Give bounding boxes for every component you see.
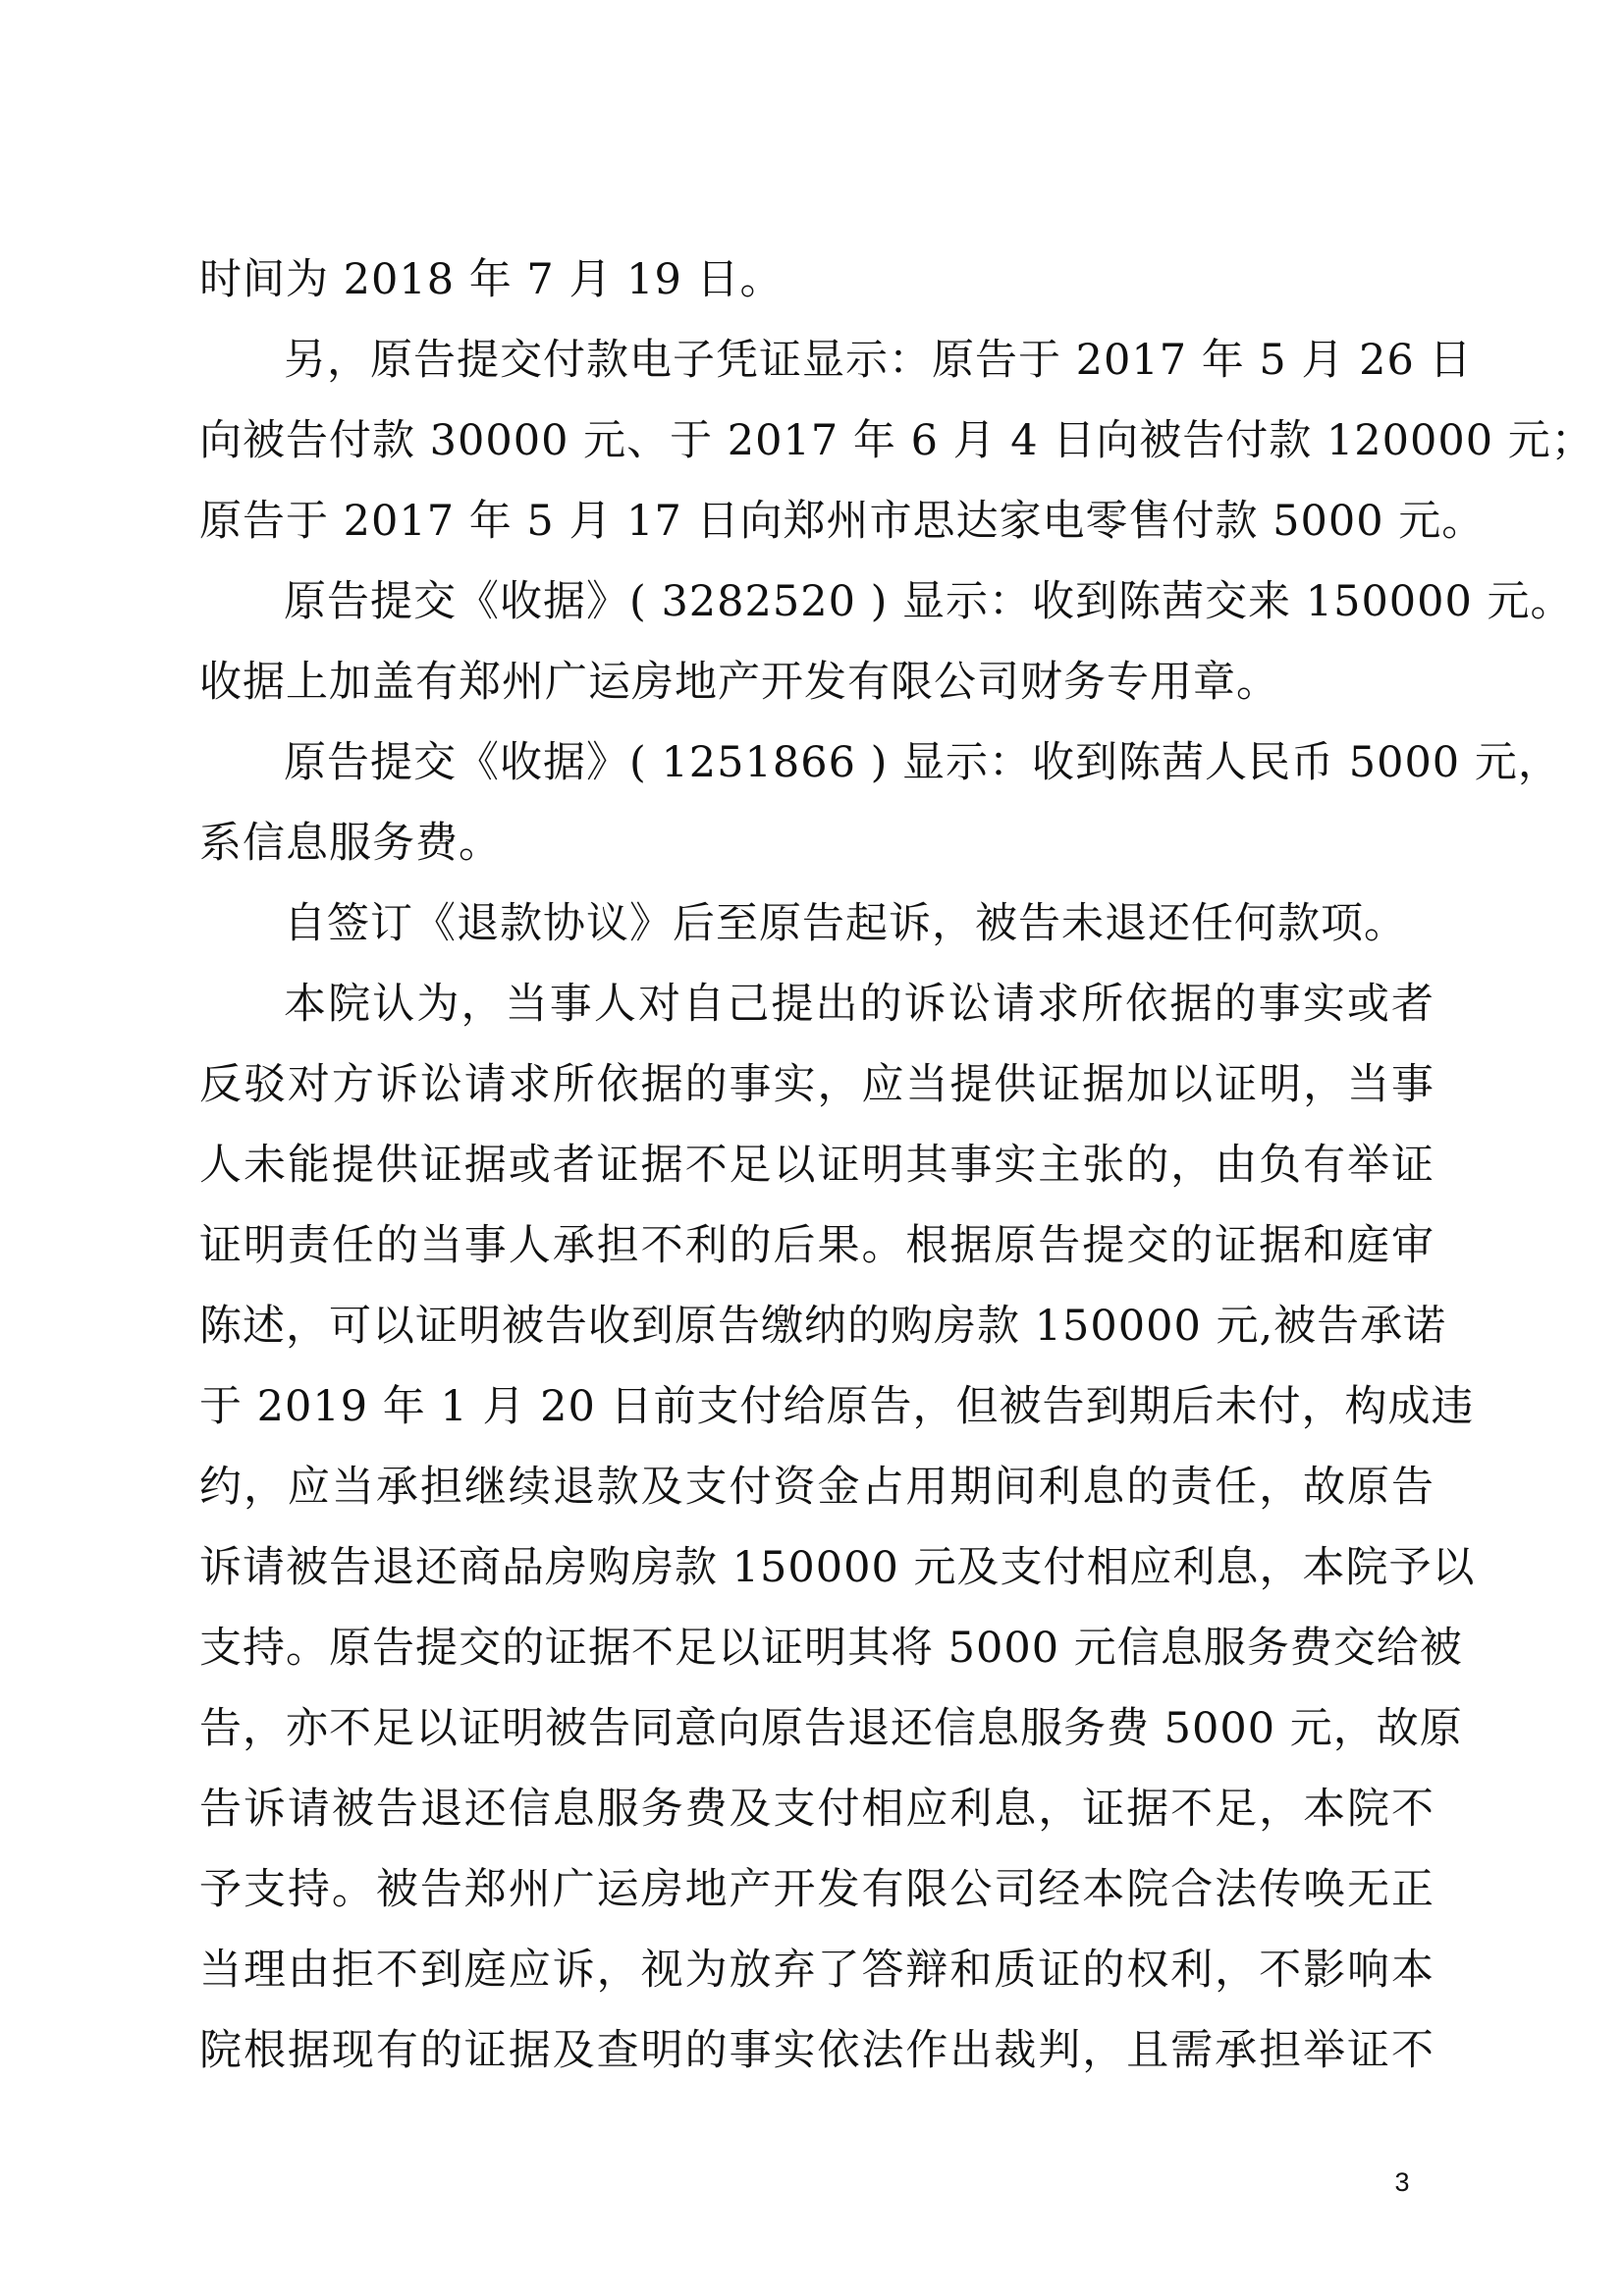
text-line: 证明责任的当事人承担不利的后果。根据原告提交的证据和庭审 [199,1221,1435,1270]
text-line: 院根据现有的证据及查明的事实依法作出裁判，且需承担举证不 [199,2026,1435,2075]
text-line: 收据上加盖有郑州广运房地产开发有限公司财务专用章。 [199,658,1279,707]
text-line: 自签订《退款协议》后至原告起诉，被告未退还任何款项。 [284,899,1407,948]
text-line: 本院认为，当事人对自己提出的诉讼请求所依据的事实或者 [284,980,1435,1029]
text-line: 支持。原告提交的证据不足以证明其将 5000 元信息服务费交给被 [199,1624,1463,1673]
text-line: 告，亦不足以证明被告同意向原告退还信息服务费 5000 元，故原 [199,1704,1463,1753]
page-number: 3 [1394,2167,1410,2197]
text-line: 告诉请被告退还信息服务费及支付相应利息，证据不足，本院不 [199,1785,1435,1834]
text-line: 另，原告提交付款电子凭证显示：原告于 2017 年 5 月 26 日 [284,336,1473,385]
text-line: 人未能提供证据或者证据不足以证明其事实主张的，由负有举证 [199,1141,1435,1190]
text-line: 当理由拒不到庭应诉，视为放弃了答辩和质证的权利，不影响本 [199,1946,1435,1995]
text-line: 诉请被告退还商品房购房款 150000 元及支付相应利息，本院予以 [199,1543,1476,1592]
text-line: 向被告付款 30000 元、于 2017 年 6 月 4 日向被告付款 120000 元； [199,416,1595,465]
text-line: 时间为 2018 年 7 月 19 日。 [199,255,784,304]
text-line: 原告提交《收据》( 1251866 ) 显示：收到陈茜人民币 5000 元， [284,738,1561,787]
text-line: 原告于 2017 年 5 月 17 日向郑州市思达家电零售付款 5000 元。 [199,497,1486,546]
text-line: 予支持。被告郑州广运房地产开发有限公司经本院合法传唤无正 [199,1865,1435,1914]
text-line: 原告提交《收据》( 3282520 ) 显示：收到陈茜交来 150000 元。 [284,577,1574,626]
text-line: 系信息服务费。 [199,819,502,868]
text-line: 约，应当承担继续退款及支付资金占用期间利息的责任，故原告 [199,1463,1435,1512]
text-line: 反驳对方诉讼请求所依据的事实，应当提供证据加以证明，当事 [199,1060,1435,1109]
text-line: 于 2019 年 1 月 20 日前支付给原告，但被告到期后未付，构成违 [199,1382,1475,1431]
text-line: 陈述，可以证明被告收到原告缴纳的购房款 150000 元,被告承诺 [199,1302,1447,1351]
